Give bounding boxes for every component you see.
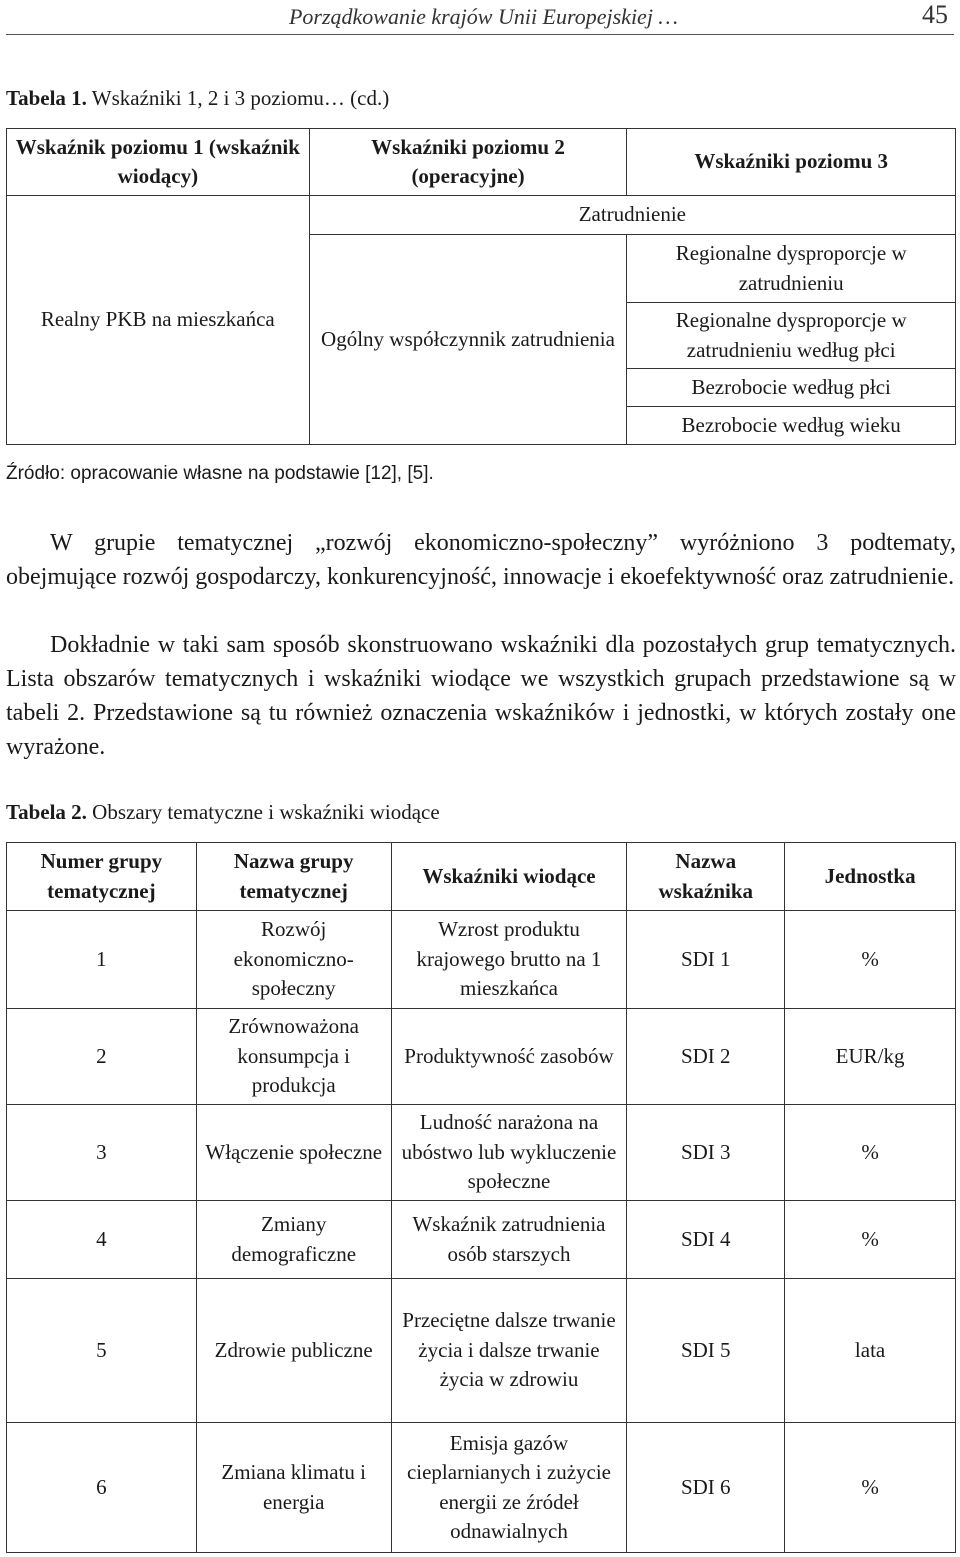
row-code: SDI 3 [627,1105,785,1201]
row-code: SDI 5 [627,1279,785,1423]
running-title: Porządkowanie krajów Unii Europejskiej … [288,4,678,29]
row-number: 1 [7,911,197,1009]
row-group: Rozwój ekonomiczno-społeczny [196,911,391,1009]
row-number: 3 [7,1105,197,1201]
table2-caption [6,800,440,825]
table1-level2-value: Ogólny współczynnik zatrudnienia [309,235,627,445]
table2-header: Wskaźniki wiodące [391,843,627,911]
table-row [7,1201,956,1279]
row-number: 5 [7,1279,197,1423]
table1-level3-item: Regionalne dysproporcje w zatrudnieniu [627,235,956,303]
row-indicator: Przeciętne dalsze trwanie życia i dalsze trwanie życia w zdrowiu [391,1279,627,1423]
row-group: Zmiana klimatu i energia [196,1423,391,1553]
row-unit: % [785,1105,956,1201]
row-code: SDI 2 [627,1009,785,1105]
row-group: Włączenie społeczne [196,1105,391,1201]
row-unit: % [785,1201,956,1279]
row-code: SDI 6 [627,1423,785,1553]
row-number: 6 [7,1423,197,1553]
table2-header: Jednostka [785,843,956,911]
paragraph: Dokładnie w taki sam sposób skonstruowano wskaźniki dla pozostałych grup tematycznych. Lista obszarów tematycznych i wskaźniki wiodące we wszystkich grupach przedstawione są w tabeli 2. Przedstawione są tu również oznaczenia wskaźników i jednostki, w których zostały one wyrażone. [6,632,956,760]
table-row [7,911,956,1009]
table1-level3-item: Bezrobocie według płci [627,369,956,407]
table-row [7,1423,956,1553]
table1-header-level1: Wskaźnik poziomu 1 (wskaźnik wiodący) [7,129,310,196]
row-code: SDI 1 [627,911,785,1009]
table1-header-level3: Wskaźniki poziomu 3 [627,129,956,196]
row-indicator: Emisja gazów cieplarnianych i zużycie energii ze źródeł odnawialnych [391,1423,627,1553]
row-number: 2 [7,1009,197,1105]
table1-subtheme: Zatrudnienie [309,196,955,235]
table1-header-level2: Wskaźniki poziomu 2 (operacyjne) [309,129,627,196]
paragraph: W grupie tematycznej „rozwój ekonomiczno-społeczny” wyróżniono 3 podtematy, obejmujące rozwój gospodarczy, konkurencyjność, innowacje i ekoefektywność oraz zatrudnienie. [6,530,956,590]
row-code: SDI 4 [627,1201,785,1279]
table2-caption-label: Tabela 2. [6,800,87,824]
table2 [6,842,956,1553]
row-group: Zdrowie publiczne [196,1279,391,1423]
table1-level3-item: Bezrobocie według wieku [627,407,956,445]
row-number: 4 [7,1201,197,1279]
row-indicator: Produktywność zasobów [391,1009,627,1105]
row-unit: EUR/kg [785,1009,956,1105]
table2-header: Nazwa wskaźnika [627,843,785,911]
row-indicator: Wzrost produktu krajowego brutto na 1 mieszkańca [391,911,627,1009]
table2-header: Nazwa grupy tematycznej [196,843,391,911]
table1-level3-item: Regionalne dysproporcje w zatrudnieniu według płci [627,303,956,369]
row-indicator: Wskaźnik zatrudnienia osób starszych [391,1201,627,1279]
table1 [6,128,956,445]
row-unit: lata [785,1279,956,1423]
row-group: Zmiany demograficzne [196,1201,391,1279]
table1-level1-value: Realny PKB na mieszkańca [7,196,310,445]
page-header [6,0,954,35]
table-row [7,1105,956,1201]
row-unit: % [785,1423,956,1553]
table-row [7,1009,956,1105]
table1-source: Źródło: opracowanie własne na podstawie [12], [5]. [6,463,434,484]
table1-caption-text: Wskaźniki 1, 2 i 3 poziomu… (cd.) [86,86,390,110]
table1-caption [6,86,389,111]
row-unit: % [785,911,956,1009]
row-indicator: Ludność narażona na ubóstwo lub wykluczenie społeczne [391,1105,627,1201]
row-group: Zrównoważona konsumpcja i produkcja [196,1009,391,1105]
table2-header: Numer grupy tematycznej [7,843,197,911]
table2-caption-text: Obszary tematyczne i wskaźniki wiodące [86,800,440,824]
page-number: 45 [922,0,948,29]
table-row [7,1279,956,1423]
table1-caption-label: Tabela 1. [6,86,87,110]
